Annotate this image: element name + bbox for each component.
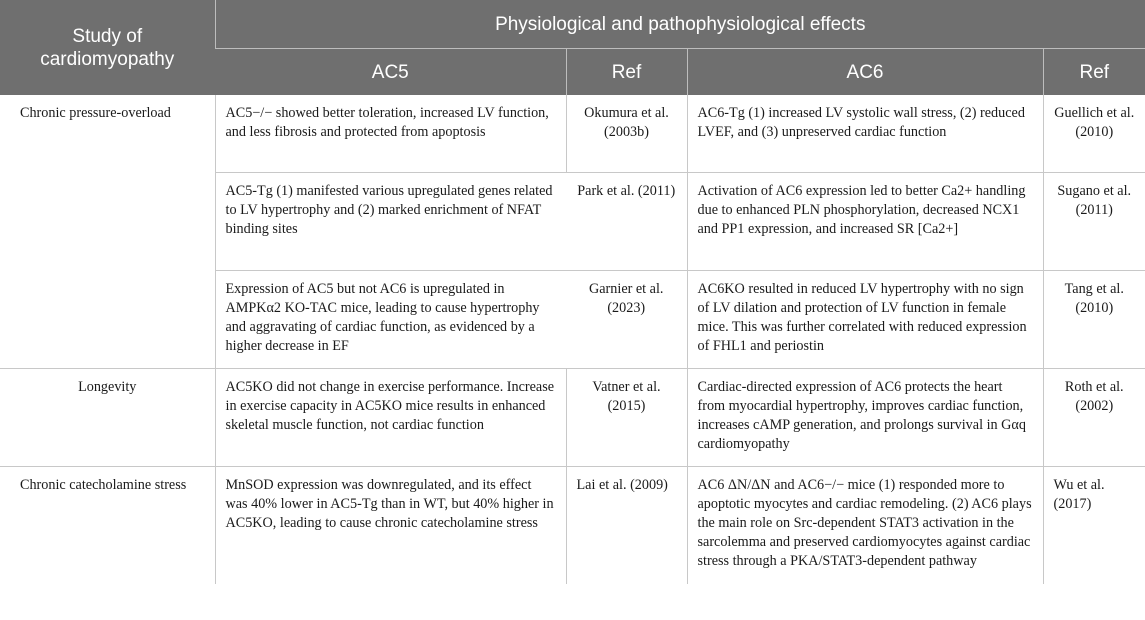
ac6-reference: Tang et al. (2010)	[1043, 271, 1145, 369]
ac5-reference: Vatner et al. (2015)	[566, 369, 687, 467]
ac6-reference: Guellich et al. (2010)	[1043, 95, 1145, 173]
header-effects: Physiological and pathophysiological effects	[215, 0, 1145, 49]
ac5-reference: Okumura et al. (2003b)	[566, 95, 687, 173]
table-body	[0, 95, 1145, 584]
ac5-effect: Expression of AC5 but not AC6 is upregulated in AMPKα2 KO-TAC mice, leading to cause hypertrophy and aggravating of cardiac function, as evidenced by a higher decrease in EF	[215, 271, 566, 369]
ac6-effect: AC6-Tg (1) increased LV systolic wall stress, (2) reduced LVEF, and (3) unpreserved cardiac function	[687, 95, 1043, 173]
table-row	[0, 95, 1145, 173]
ac6-reference: Roth et al. (2002)	[1043, 369, 1145, 467]
header-study: Study of cardiomyopathy	[0, 0, 215, 95]
category-pressure-overload: Chronic pressure-overload	[0, 95, 215, 369]
category-longevity: Longevity	[0, 369, 215, 467]
ac6-effect: Activation of AC6 expression led to better Ca2+ handling due to enhanced PLN phosphorylation, decreased NCX1 and PP1 expression, and increased SR [Ca2+]	[687, 173, 1043, 271]
ac5-reference: Park et al. (2011)	[566, 173, 687, 271]
ac6-reference: Wu et al. (2017)	[1053, 477, 1105, 512]
ac5-effect: AC5−/− showed better toleration, increased LV function, and less fibrosis and protected from apoptosis	[215, 95, 566, 173]
table-header	[0, 0, 1145, 95]
ac5-reference: Lai et al. (2009)	[566, 467, 687, 585]
ac6-effect: Cardiac-directed expression of AC6 protects the heart from myocardial hypertrophy, improves cardiac function, increases cAMP generation, and prolongs survival in Gαq cardiomyopathy	[687, 369, 1043, 467]
header-ac6: AC6	[687, 49, 1043, 96]
ac5-effect: AC5KO did not change in exercise performance. Increase in exercise capacity in AC5KO mice results in enhanced skeletal muscle function, not cardiac function	[215, 369, 566, 467]
ac6-effect: AC6KO resulted in reduced LV hypertrophy with no sign of LV dilation and protection of LV function in female mice. This was further correlated with reduced expression of FHL1 and periostin	[687, 271, 1043, 369]
ac5-effect: AC5-Tg (1) manifested various upregulated genes related to LV hypertrophy and (2) marked enrichment of NFAT binding sites	[215, 173, 566, 271]
ac6-effect: AC6 ΔN/ΔN and AC6−/− mice (1) responded more to apoptotic myocytes and cardiac remodeling. (2) AC6 plays the main role on Src-dependent STAT3 activation in the sarcolemma and preserved cardiomyocytes against cardiac stress through a PKA/STAT3-dependent pathway	[687, 467, 1043, 585]
ac6-reference: Sugano et al. (2011)	[1043, 173, 1145, 271]
header-ac5: AC5	[215, 49, 566, 96]
header-ref-ac5: Ref	[566, 49, 687, 96]
ac5-effect: MnSOD expression was downregulated, and its effect was 40% lower in AC5-Tg than in WT, but 40% higher in AC5KO, leading to cause chronic catecholamine stress	[215, 467, 566, 585]
category-catecholamine-stress: Chronic catecholamine stress	[0, 467, 215, 585]
table-row	[0, 467, 1145, 585]
header-ref-ac6: Ref	[1043, 49, 1145, 96]
ac5-reference: Garnier et al. (2023)	[566, 271, 687, 369]
table-row	[0, 369, 1145, 467]
